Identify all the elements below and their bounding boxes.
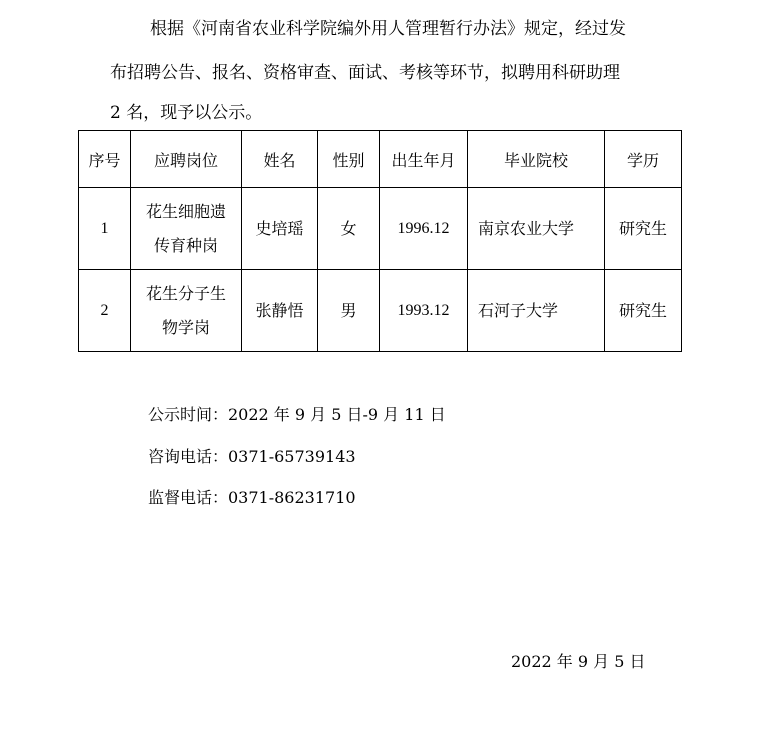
cell-birth: 1996.12 xyxy=(380,188,468,270)
cell-name: 张静悟 xyxy=(242,270,318,352)
cell-education: 研究生 xyxy=(605,270,682,352)
intro-line-1: 根据《河南省农业科学院编外用人管理暂行办法》规定，经过发 xyxy=(150,19,626,39)
header-index: 序号 xyxy=(79,131,131,188)
document-date: 2022 年 9 月 5 日 xyxy=(511,652,646,671)
cell-position-line: 物学岗 xyxy=(161,317,210,337)
notice-period: 公示时间：2022 年 9 月 5 日-9 月 11 日 xyxy=(148,405,446,424)
table-row xyxy=(79,270,682,352)
header-name: 姓名 xyxy=(242,131,318,188)
cell-position-line: 传育种岗 xyxy=(153,235,218,255)
cell-position xyxy=(131,188,242,270)
table-row xyxy=(79,188,682,270)
header-gender: 性别 xyxy=(318,131,380,188)
cell-school: 南京农业大学 xyxy=(468,188,605,270)
intro-line-2: 布招聘公告、报名、资格审查、面试、考核等环节，拟聘用科研助理 xyxy=(110,63,620,83)
hire-table xyxy=(78,130,682,352)
header-birth: 出生年月 xyxy=(380,131,468,188)
header-education: 学历 xyxy=(605,131,682,188)
supervision-phone: 监督电话：0371-86231710 xyxy=(148,488,356,507)
cell-position xyxy=(131,270,242,352)
cell-index: 2 xyxy=(79,270,131,352)
header-school: 毕业院校 xyxy=(468,131,605,188)
cell-school: 石河子大学 xyxy=(468,270,605,352)
table-header-row xyxy=(79,131,682,188)
header-position: 应聘岗位 xyxy=(131,131,242,188)
cell-gender: 女 xyxy=(318,188,380,270)
cell-index: 1 xyxy=(79,188,131,270)
inquiry-phone: 咨询电话：0371-65739143 xyxy=(148,447,356,466)
cell-position-line: 花生细胞遗 xyxy=(145,201,226,221)
cell-position-line: 花生分子生 xyxy=(145,283,226,303)
cell-gender: 男 xyxy=(318,270,380,352)
cell-name: 史培瑶 xyxy=(242,188,318,270)
intro-line-3: 2 名，现予以公示。 xyxy=(110,103,263,123)
cell-birth: 1993.12 xyxy=(380,270,468,352)
cell-education: 研究生 xyxy=(605,188,682,270)
